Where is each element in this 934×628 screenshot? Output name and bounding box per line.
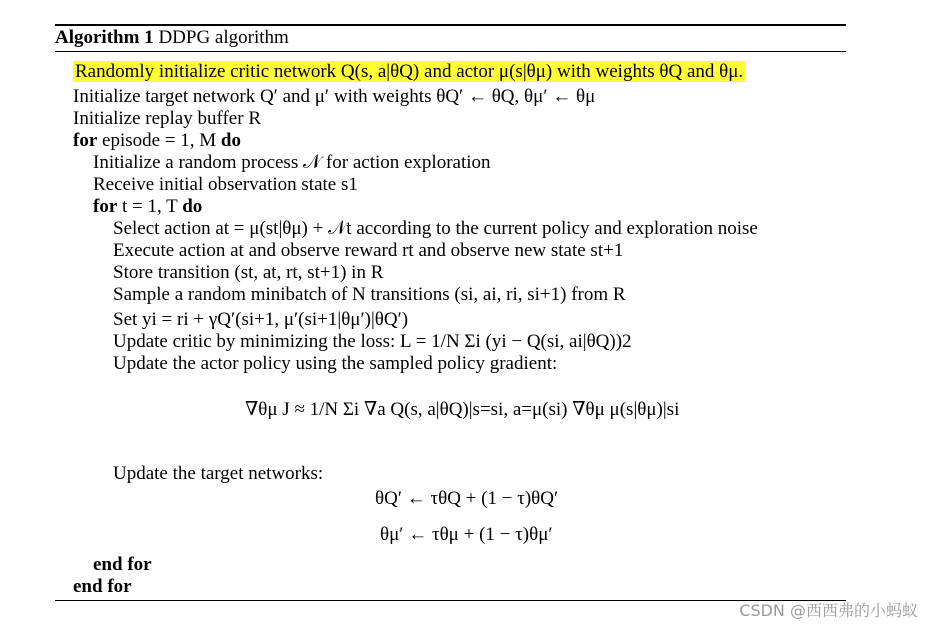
bottom-rule [55, 600, 846, 601]
algorithm-name: DDPG algorithm [158, 27, 289, 48]
line-sample-minibatch: Sample a random minibatch of N transitions (si, ai, ri, si+1) from R [113, 284, 626, 305]
line-init-critic [73, 61, 745, 83]
line-receive-obs: Receive initial observation state s1 [93, 174, 358, 195]
line-update-actor: Update the actor policy using the sampled policy gradient: [113, 353, 558, 374]
line-set-y: Set yi = ri + γQ′(si+1, μ′(si+1|θμ′)|θQ′) [113, 309, 409, 330]
keyword-do: do [182, 196, 203, 217]
line-update-target: Update the target networks: [113, 463, 324, 484]
line-for-t [93, 196, 202, 218]
algorithm-title [55, 27, 289, 49]
target-q-equation: θQ′ ← τθQ + (1 − τ)θQ′ [375, 488, 559, 509]
highlighted-text: Randomly initialize critic network Q(s, a|θQ) and actor μ(s|θμ) with weights θQ and θμ. [75, 61, 744, 82]
algorithm-label: Algorithm 1 [55, 27, 154, 48]
line-init-target: Initialize target network Q′ and μ′ with weights θQ′ ← θQ, θμ′ ← θμ [73, 86, 596, 107]
line-store-transition: Store transition (st, at, rt, st+1) in R [113, 262, 384, 283]
line-select-action: Select action at = μ(st|θμ) + 𝒩t according to the current policy and exploration noise [113, 218, 758, 239]
watermark-text: CSDN @西西弗的小蚂蚁 [739, 601, 918, 620]
for-episode-range: episode = 1, M [102, 130, 217, 151]
end-for-outer: end for [73, 576, 132, 597]
line-update-critic: Update critic by minimizing the loss: L = 1/N Σi (yi − Q(si, ai|θQ))2 [113, 331, 632, 352]
target-mu-equation: θμ′ ← τθμ + (1 − τ)θμ′ [380, 524, 553, 545]
line-for-episode [73, 130, 241, 152]
policy-gradient-equation: ∇θμ J ≈ 1/N Σi ∇a Q(s, a|θQ)|s=si, a=μ(si) ∇θμ μ(s|θμ)|si [245, 399, 680, 420]
line-init-process: Initialize a random process 𝒩 for action exploration [93, 152, 491, 173]
for-t-range: t = 1, T [122, 196, 178, 217]
keyword-for: for [73, 130, 98, 151]
keyword-for: for [93, 196, 118, 217]
title-rule [55, 51, 846, 52]
keyword-do: do [220, 130, 241, 151]
line-execute-action: Execute action at and observe reward rt and observe new state st+1 [113, 240, 624, 261]
end-for-inner: end for [93, 554, 152, 575]
line-init-buffer: Initialize replay buffer R [73, 108, 261, 129]
top-rule [55, 24, 846, 26]
